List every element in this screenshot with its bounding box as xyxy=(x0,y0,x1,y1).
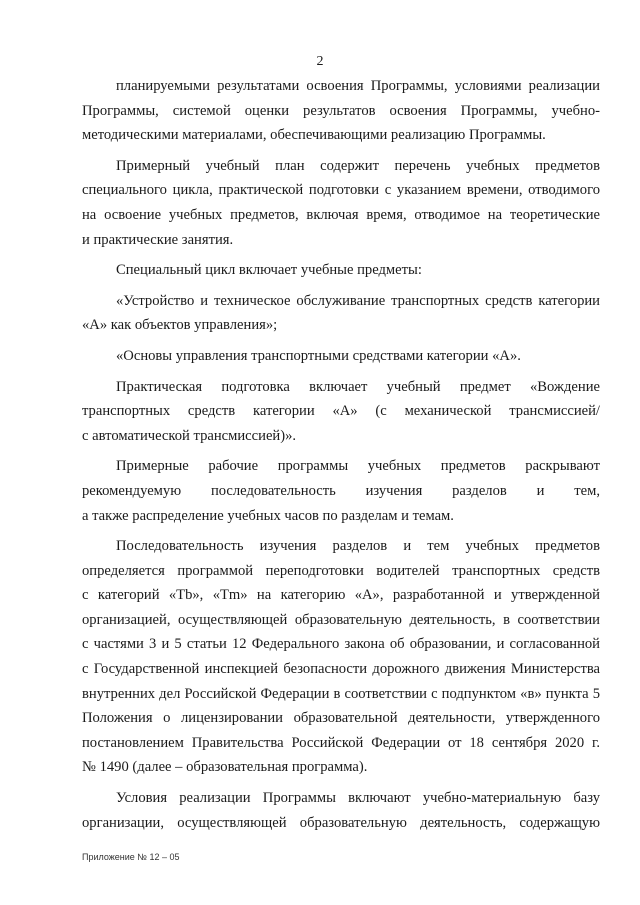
text-line: Примерный учебный план содержит перечень учебных предметов xyxy=(116,157,600,174)
text-line: организации, осуществляющей образовательную деятельность, содержащую xyxy=(82,814,600,831)
text-line: Условия реализации Программы включают учебно-материальную базу xyxy=(116,790,600,807)
text-line: с частями 3 и 5 статьи 12 Федерального закона об образовании, и согласованной xyxy=(82,636,600,653)
paragraph xyxy=(82,289,600,338)
text-line: с автоматической трансмиссией)». xyxy=(82,427,297,444)
text-line: «Основы управления транспортными средствами категории «А». xyxy=(116,347,521,364)
text-line: Специальный цикл включает учебные предметы: xyxy=(116,262,422,279)
text-line: на освоение учебных предметов, включая время, отводимое на теоретические xyxy=(82,206,600,223)
text-line: определяется программой переподготовки водителей транспортных средств xyxy=(82,562,600,579)
document-body xyxy=(82,74,600,841)
text-line: рекомендуемую последовательность изучения разделов и тем, xyxy=(82,482,600,499)
text-line: методическими материалами, обеспечивающими реализацию Программы. xyxy=(82,127,546,144)
paragraph xyxy=(82,344,600,369)
text-line: специального цикла, практической подготовки с указанием времени, отводимого xyxy=(82,182,600,199)
text-line: и практические занятия. xyxy=(82,231,234,248)
text-line: планируемыми результатами освоения Программы, условиями реализации xyxy=(116,78,600,94)
text-line: с Государственной инспекцией безопасности дорожного движения Министерства xyxy=(82,661,600,678)
text-line: Положения о лицензировании образовательной деятельности, утвержденного xyxy=(82,710,600,727)
text-line: внутренних дел Российской Федерации в соответствии с подпунктом «в» пункта 5 xyxy=(82,685,600,702)
paragraph xyxy=(82,786,600,835)
text-line: транспортных средств категории «А» (с механической трансмиссией/ xyxy=(82,403,600,420)
paragraph xyxy=(82,375,600,449)
text-line: «Устройство и техническое обслуживание транспортных средств категории xyxy=(116,292,600,309)
footer-note: Приложение № 12 – 05 xyxy=(82,852,180,862)
text-line: Практическая подготовка включает учебный предмет «Вождение xyxy=(116,378,600,395)
text-line: Программы, системой оценки результатов освоения Программы, учебно- xyxy=(82,102,600,119)
text-line: «А» как объектов управления»; xyxy=(82,317,278,334)
text-line: а также распределение учебных часов по разделам и темам. xyxy=(82,507,454,524)
paragraph xyxy=(82,454,600,528)
text-line: организацией, осуществляющей образовательную деятельность, в соответствии xyxy=(82,611,600,628)
text-line: Примерные рабочие программы учебных предметов раскрывают xyxy=(116,458,600,475)
text-line: постановлением Правительства Российской Федерации от 18 сентября 2020 г. xyxy=(82,734,600,751)
text-line: с категорий «Tb», «Tm» на категорию «А», разработанной и утвержденной xyxy=(82,587,600,604)
paragraph xyxy=(82,258,600,283)
paragraph xyxy=(82,534,600,780)
page-number: 2 xyxy=(316,54,324,69)
text-line: Последовательность изучения разделов и тем учебных предметов xyxy=(116,538,600,555)
paragraph xyxy=(82,154,600,252)
paragraph xyxy=(82,74,600,148)
text-line: № 1490 (далее – образовательная программа). xyxy=(82,759,368,776)
